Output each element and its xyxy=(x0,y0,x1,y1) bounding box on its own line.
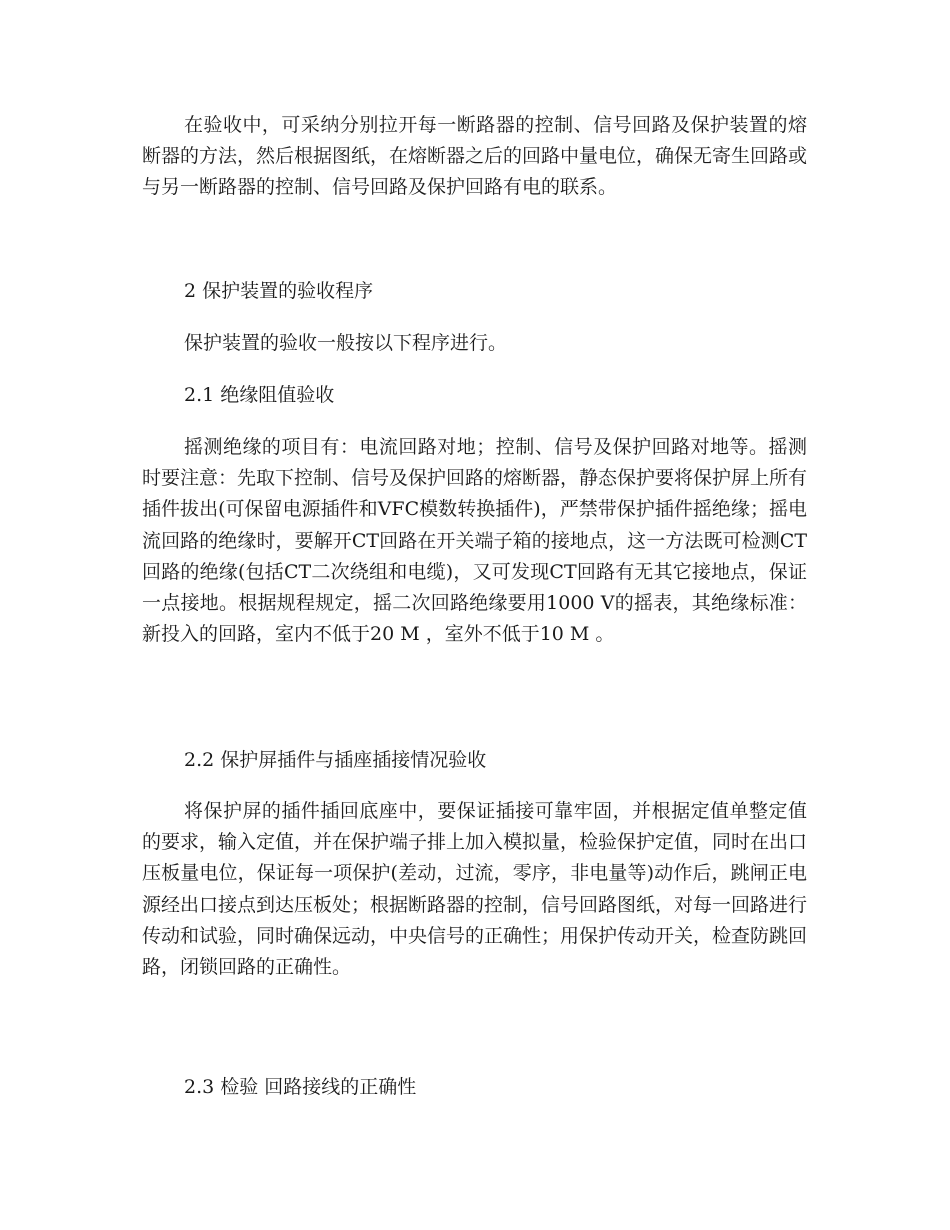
paragraph-procedure-intro: 保护装置的验收一般按以下程序进行。 xyxy=(184,332,508,354)
section-heading-2: 2 保护装置的验收程序 xyxy=(184,280,374,302)
paragraph-plugin-check: 将保护屏的插件插回底座中，要保证插接可靠牢固，并根据定值单整定值的要求，输入定值，并在保护端子排上加入模拟量，检验保护定值，同时在出口压板量电位，保证每一项保护(差动，过流，零序，非电量等)动作后，跳闸正电源经出口接点到达压板处；根据断路器的控制，信号回路图纸，对每一回路进行传动和试验，同时确保远动，中央信号的正确性；用保护传动开关，检查防跳回路，闭锁回路的正确性。 xyxy=(142,800,808,979)
paragraph-fuse-check: 在验收中，可采纳分别拉开每一断路器的控制、信号回路及保护装置的熔断器的方法，然后根据图纸，在熔断器之后的回路中量电位，确保无寄生回路或与另一断路器的控制、信号回路及保护回路有电的联系。 xyxy=(142,114,808,199)
section-heading-2-1: 2.1 绝缘阻值验收 xyxy=(184,384,335,406)
section-heading-2-2: 2.2 保护屏插件与插座插接情况验收 xyxy=(184,749,487,771)
section-heading-2-3: 2.3 检验 回路接线的正确性 xyxy=(184,1076,417,1098)
paragraph-insulation-test: 摇测绝缘的项目有：电流回路对地；控制、信号及保护回路对地等。摇测时要注意：先取下控制、信号及保护回路的熔断器，静态保护要将保护屏上所有插件拔出(可保留电源插件和VFC模数转换插件)，严禁带保护插件摇绝缘；摇电流回路的绝缘时，要解开CT回路在开关端子箱的接地点，这一方法既可检测CT回路的绝缘(包括CT二次绕组和电缆)，又可发现CT回路有无其它接地点，保证一点接地。根据规程规定，摇二次回路绝缘要用1000 V的摇表，其绝缘标准：新投入的回路，室内不低于20 M ，室外不低于10 M 。 xyxy=(142,436,808,646)
